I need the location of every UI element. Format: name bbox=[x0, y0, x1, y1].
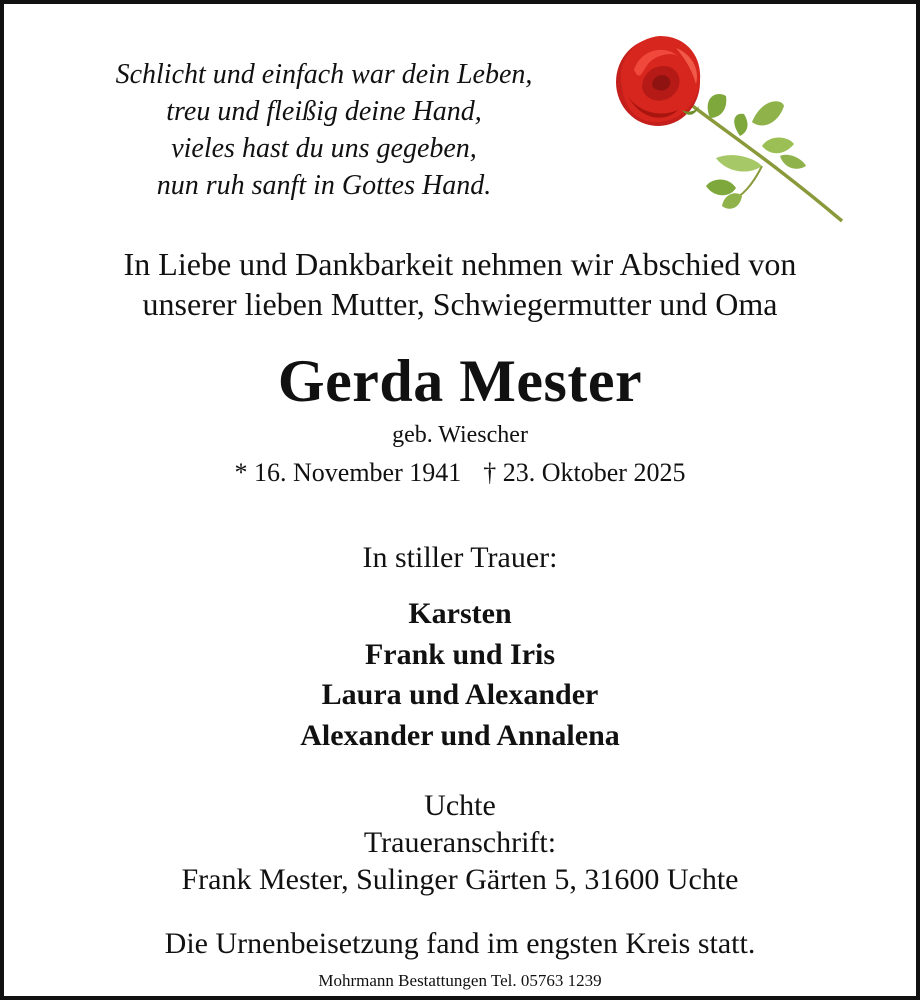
poem-line: Schlicht und einfach war dein Leben, bbox=[115, 59, 533, 90]
address-line: Frank Mester, Sulinger Gärten 5, 31600 Uchte bbox=[181, 863, 739, 896]
rose-icon bbox=[612, 26, 852, 231]
mourning-heading: In stiller Trauer: bbox=[362, 541, 558, 574]
mourner-name: Frank und Iris bbox=[364, 637, 556, 671]
birth-name: geb. Wiescher bbox=[392, 422, 528, 448]
deceased-name: Gerda Mester bbox=[277, 348, 643, 414]
poem-line: vieles hast du uns gegeben, bbox=[171, 133, 477, 164]
mourners-list bbox=[4, 594, 916, 756]
intro-line: In Liebe und Dankbarkeit nehmen wir Abschied von bbox=[123, 246, 797, 282]
address-label: Traueranschrift: bbox=[363, 826, 557, 859]
address-place: Uchte bbox=[424, 789, 496, 822]
poem-line: treu und fleißig deine Hand, bbox=[166, 96, 482, 127]
poem-line: nun ruh sanft in Gottes Hand. bbox=[156, 170, 492, 201]
poem bbox=[44, 56, 604, 204]
mourner-name: Alexander und Annalena bbox=[300, 718, 620, 752]
intro-line: unserer lieben Mutter, Schwiegermutter und Oma bbox=[142, 286, 778, 322]
mourner-name: Laura und Alexander bbox=[321, 678, 599, 711]
undertaker-contact: Mohrmann Bestattungen Tel. 05763 1239 bbox=[318, 971, 602, 990]
mourner-name: Karsten bbox=[408, 597, 512, 630]
death-date: † 23. Oktober 2025 bbox=[483, 458, 686, 487]
birth-date: * 16. November 1941 bbox=[234, 458, 462, 487]
intro-text bbox=[4, 244, 916, 324]
mourning-address bbox=[4, 787, 916, 898]
life-dates bbox=[4, 456, 916, 490]
burial-note: Die Urnenbeisetzung fand im engsten Kreis statt. bbox=[164, 927, 756, 960]
